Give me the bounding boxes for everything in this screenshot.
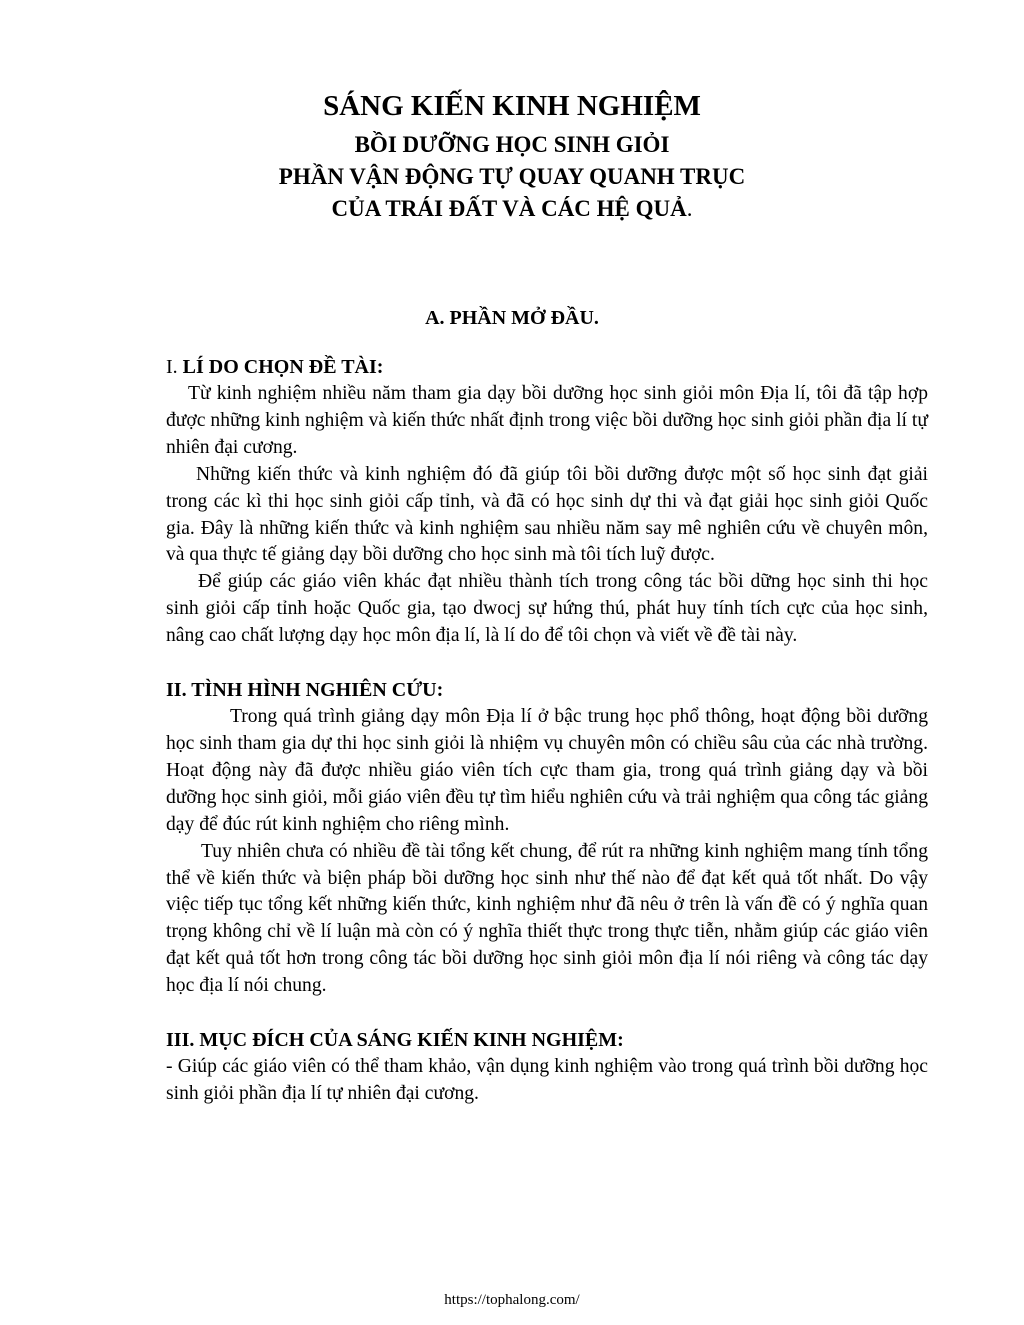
section-2-heading: II. TÌNH HÌNH NGHIÊN CỨU: (166, 679, 444, 702)
section-1-paragraph-1: Từ kinh nghiệm nhiều năm tham gia dạy bồi dưỡng học sinh giỏi môn Địa lí, tôi đã tập hợp được những kinh nghiệm và kiến thức nhất định trong việc bồi dưỡng học sinh giỏi phần địa lí tự nhiên đại cương. (166, 383, 928, 458)
section-1-heading-text: LÍ DO CHỌN ĐỀ TÀI: (182, 356, 384, 378)
document-topic-line-1: PHẦN VẬN ĐỘNG TỰ QUAY QUANH TRỤC (278, 164, 746, 189)
section-1-numeral: I. (166, 356, 183, 378)
section-spacer (166, 650, 928, 677)
footer-url: https://tophalong.com/ (444, 1292, 580, 1308)
document-topic-line-2 (0, 194, 1024, 224)
document-topic-line-2-text: CỦA TRÁI ĐẤT VÀ CÁC HỆ QUẢ (331, 196, 687, 221)
document-subtitle: BỒI DƯỠNG HỌC SINH GIỎI (354, 132, 670, 157)
section-a-heading: A. PHẦN MỞ ĐẦU. (425, 307, 599, 329)
title-block (0, 86, 1024, 224)
section-1-paragraph-2: Những kiến thức và kinh nghiệm đó đã giúp tôi bồi dưỡng được một số học sinh đạt giải trong các kì thi học sinh giỏi cấp tỉnh, và đã có học sinh dự thi và đạt giải học sinh giỏi Quốc gia. Đây là những kiến thức và kinh nghiệm sau nhiều năm say mê nghiên cứu về chuyên môn, và qua thực tế giảng dạy bồi dưỡng cho học sinh mà tôi tích luỹ được. (166, 463, 928, 566)
section-3-paragraph-1: - Giúp các giáo viên có thể tham khảo, vận dụng kinh nghiệm vào trong quá trình bồi dưỡng học sinh giỏi phần địa lí tự nhiên đại cương. (166, 1056, 928, 1104)
section-2-paragraph-1: Trong quá trình giảng dạy môn Địa lí ở bậc trung học phổ thông, hoạt động bồi dưỡng học sinh tham gia dự thi học sinh giỏi là nhiệm vụ chuyên môn có chiều sâu của các nhà trường. Hoạt động này đã được nhiều giáo viên tích cực tham gia, trong quá trình giảng dạy và bồi dưỡng học sinh giỏi, mỗi giáo viên đều tự tìm hiểu nghiên cứu và trải nghiệm qua công tác giảng dạy để đúc rút kinh nghiệm cho riêng mình. (166, 706, 928, 835)
section-2-paragraph-2: Tuy nhiên chưa có nhiều đề tài tổng kết chung, để rút ra những kinh nghiệm mang tính tổng thể về kiến thức và biện pháp bồi dưỡng học sinh như thế nào để đạt kết quả tốt nhất. Do vậy việc tiếp tục tổng kết những kiến thức, kinh nghiệm như đã nêu ở trên là vấn đề có ý nghĩa quan trọng không chỉ về lí luận mà còn có ý nghĩa thiết thực trong thực tiễn, nhằm giúp các giáo viên đạt kết quả tốt hơn trong công tác bồi dưỡng học sinh giỏi môn địa lí nói riêng và công tác dạy học địa lí nói chung. (166, 840, 928, 997)
section-spacer (166, 1000, 928, 1027)
document-topic-period: . (686, 196, 693, 221)
section-1-paragraph-3: Để giúp các giáo viên khác đạt nhiều thành tích trong công tác bồi dững học sinh thi học sinh giỏi cấp tỉnh hoặc Quốc gia, tạo dwocj sự hứng thú, phát huy tính tích cực của học sinh, nâng cao chất lượng dạy học môn địa lí, là lí do để tôi chọn và viết về đề tài này. (166, 571, 928, 647)
document-body (166, 354, 928, 1108)
section-3-heading: III. MỤC ĐÍCH CỦA SÁNG KIẾN KINH NGHIỆM: (166, 1029, 624, 1052)
section-1-heading (166, 354, 928, 381)
document-title: SÁNG KIẾN KINH NGHIỆM (323, 90, 701, 122)
